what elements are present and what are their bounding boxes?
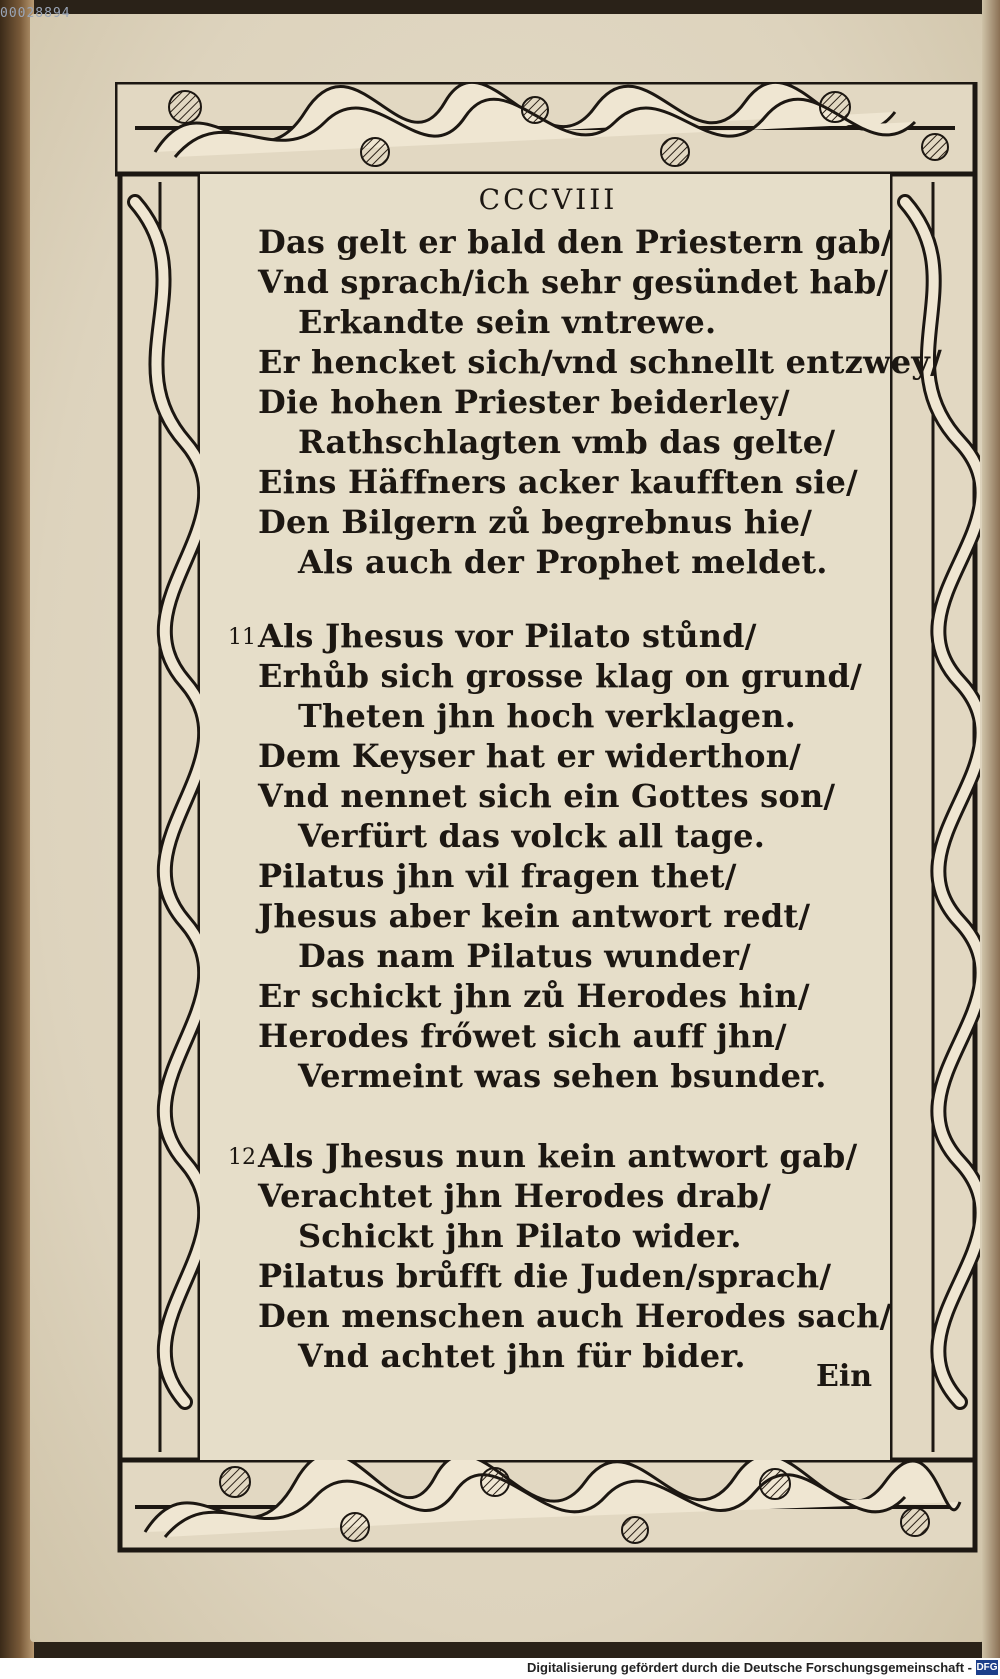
verse-line: Schickt jhn Pilato wider.: [298, 1217, 742, 1255]
verse-line: Als Jhesus nun kein antwort gab/: [258, 1137, 858, 1175]
book-spine-edge: [0, 0, 34, 1658]
stanza-number: 11: [228, 625, 256, 650]
verse-line: Verachtet jhn Herodes drab/: [258, 1177, 772, 1215]
verse-line: Jhesus aber kein antwort redt/: [258, 897, 811, 935]
text-block: [228, 183, 942, 1413]
verse-line: Vermeint was sehen bsunder.: [298, 1057, 827, 1095]
verse-line: Vnd sprach/ich sehr gesündet hab/: [258, 263, 889, 301]
verse-line: Theten jhn hoch verklagen.: [298, 697, 796, 735]
funding-credit: Digitalisierung gefördert durch die Deutsche Forschungsgemeinschaft -: [527, 1660, 972, 1675]
stanza-number: 12: [228, 1145, 256, 1170]
folio-number: CCCVIII: [478, 183, 618, 216]
verse-line: Herodes frőwet sich auff jhn/: [258, 1017, 787, 1055]
verse-line: Pilatus jhn vil fragen thet/: [258, 857, 737, 895]
verse-line: Als Jhesus vor Pilato stůnd/: [258, 617, 757, 655]
verse-line: Den menschen auch Herodes sach/: [258, 1297, 892, 1335]
verse-line: Dem Keyser hat er widerthon/: [258, 737, 802, 775]
verse-line: Den Bilgern zů begrebnus hie/: [258, 503, 813, 541]
verse-line: Die hohen Priester beiderley/: [258, 383, 790, 421]
catchword: Ein: [816, 1359, 873, 1394]
verse-line: Das nam Pilatus wunder/: [298, 937, 751, 975]
dfg-logo: DFG: [976, 1662, 998, 1673]
verse-line: Erhůb sich grosse klag on grund/: [258, 657, 863, 695]
verse-line: Vnd achtet jhn für bider.: [298, 1337, 746, 1375]
verse-line: Er schickt jhn zů Herodes hin/: [258, 977, 810, 1015]
verse-line: Als auch der Prophet meldet.: [298, 543, 828, 581]
verse-line: Er hencket sich/vnd schnellt entzwey/: [258, 343, 942, 381]
verse-line: Erkandte sein vntrewe.: [298, 303, 717, 341]
shelfmark: 00028894: [0, 6, 71, 21]
verse-line: Rathschlagten vmb das gelte/: [298, 423, 836, 461]
verse-line: Vnd nennet sich ein Gottes son/: [258, 777, 836, 815]
verse-line: Das gelt er bald den Priestern gab/: [258, 223, 893, 261]
verse-line: Eins Häffners acker kaufften sie/: [258, 463, 858, 501]
verse-line: Pilatus brůfft die Juden/sprach/: [258, 1257, 832, 1295]
verse-line: Verfürt das volck all tage.: [298, 817, 766, 855]
page-fore-edge: [982, 0, 1000, 1658]
attribution-footer: [0, 1658, 1000, 1679]
